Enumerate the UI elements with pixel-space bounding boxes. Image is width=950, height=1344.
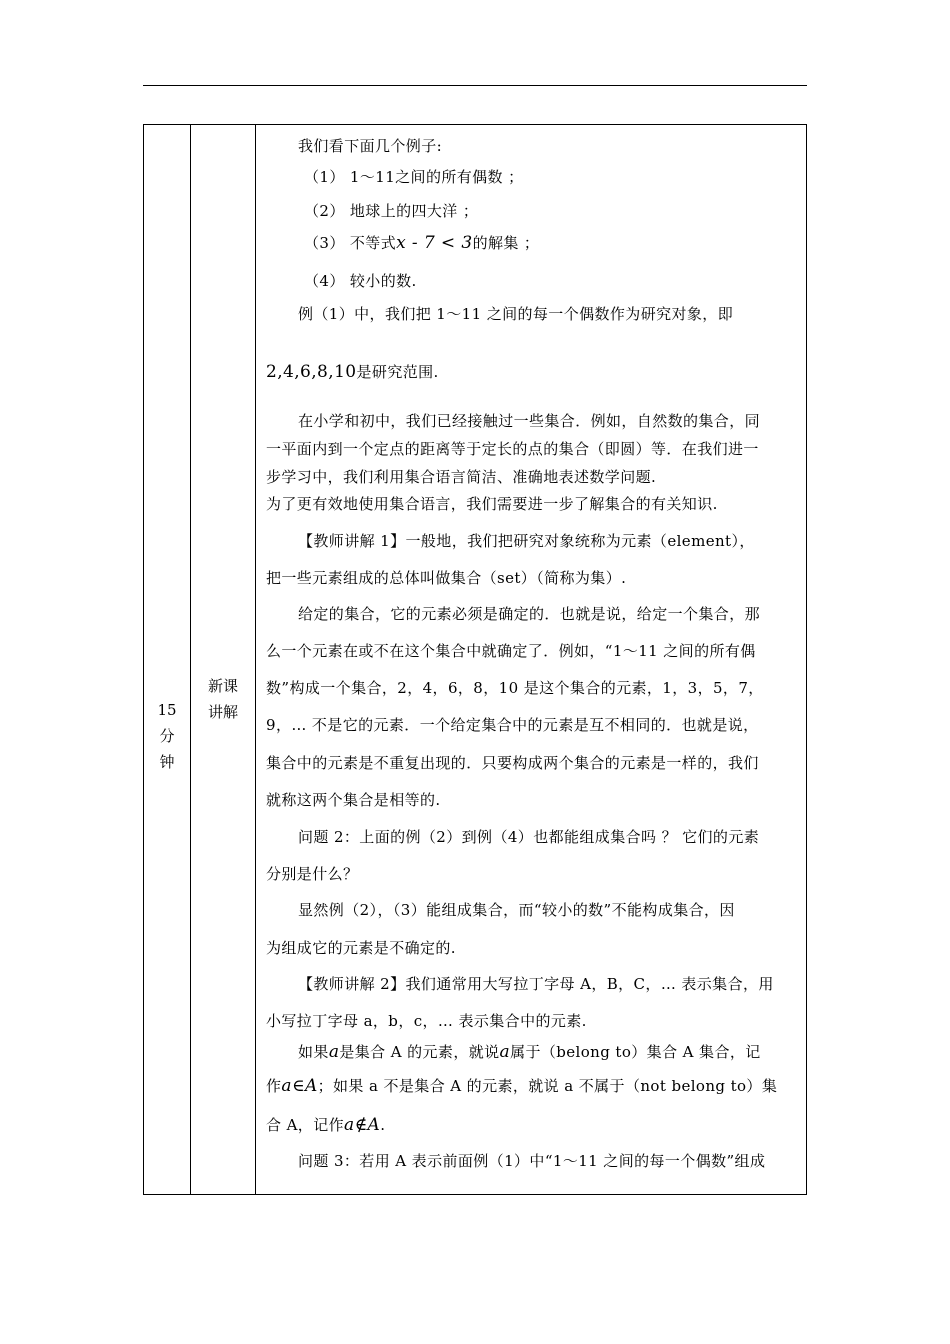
time-value: 15 <box>157 701 177 719</box>
paragraph-line: 小写拉丁字母 a，b，c，… 表示集合中的元素. <box>266 1012 587 1030</box>
paragraph-text: 作 <box>266 1077 282 1095</box>
paragraph-line <box>266 361 439 382</box>
element-symbol: a <box>281 1076 292 1096</box>
paragraph-line: 么一个元素在或不在这个集合中就确定了．例如，“1～11 之间的所有偶 <box>266 642 756 660</box>
element-symbol: a <box>499 1042 511 1062</box>
teacher-note-2: 【教师讲解 2】我们通常用大写拉丁字母 A，B，C，… 表示集合，用 <box>298 975 774 993</box>
paragraph-line: 分别是什么？ <box>266 865 359 883</box>
element-symbol: a <box>344 1115 355 1135</box>
paragraph-line: 数”构成一个集合，2，4，6，8，10 是这个集合的元素，1，3，5，7， <box>266 679 764 697</box>
belongs-to-symbol: ∈ <box>291 1076 305 1096</box>
paragraph-text: ；如果 a 不是集合 A 的元素，就说 a 不属于（not belong to）集 <box>317 1077 778 1095</box>
paragraph-line: 步学习中，我们利用集合语言简洁、准确地表述数学问题. <box>266 468 657 486</box>
intro-line: 我们看下面几个例子: <box>298 137 443 155</box>
paragraph-text: . <box>380 1116 386 1134</box>
example-3-text: 的解集 ； <box>472 234 540 252</box>
paragraph-text: 是研究范围. <box>356 363 439 381</box>
time-unit: 钟 <box>159 753 175 771</box>
paragraph-line <box>266 1114 385 1135</box>
example-3-text: （3） 不等式 <box>304 234 397 252</box>
paragraph-line: 在小学和初中，我们已经接触过一些集合．例如，自然数的集合，同 <box>298 412 761 430</box>
time-unit: 分 <box>159 727 175 745</box>
paragraph-line: 给定的集合，它的元素必须是确定的．也就是说，给定一个集合，那 <box>298 605 761 623</box>
example-4: （4） 较小的数. <box>304 272 417 290</box>
stage-label: 新课 <box>207 677 238 695</box>
header-rule <box>143 85 807 86</box>
paragraph-text: 如果 <box>298 1043 329 1061</box>
lesson-table <box>143 124 807 1195</box>
paragraph-line: 一平面内到一个定点的距离等于定长的点的集合（即圆）等．在我们进一 <box>266 440 759 458</box>
paragraph-line: 把一些元素组成的总体叫做集合（set）（简称为集）. <box>266 569 627 587</box>
answer-2: 显然例（2），（3）能组成集合，而“较小的数”不能构成集合，因 <box>298 901 735 919</box>
set-symbol: A <box>304 1076 318 1096</box>
paragraph-line: 为组成它的元素是不确定的. <box>266 939 456 957</box>
not-belongs-symbol: ∉ <box>354 1115 368 1135</box>
example-1: （1） 1～11之间的所有偶数 ； <box>304 168 524 186</box>
paragraph-line <box>298 1041 761 1062</box>
example-2: （2） 地球上的四大洋 ； <box>304 202 479 220</box>
paragraph-line: 例（1）中，我们把 1～11 之间的每一个偶数作为研究对象，即 <box>298 305 734 323</box>
paragraph-line: 为了更有效地使用集合语言，我们需要进一步了解集合的有关知识. <box>266 495 718 513</box>
paragraph-text: 是集合 A 的元素，就说 <box>339 1043 500 1061</box>
question-2: 问题 2：上面的例（2）到例（4）也都能组成集合吗 ？ 它们的元素 <box>298 828 760 846</box>
set-symbol: A <box>367 1115 381 1135</box>
paragraph-text: 属于（belong to）集合 A 集合，记 <box>510 1043 761 1061</box>
paragraph-line: 就称这两个集合是相等的. <box>266 791 441 809</box>
paragraph-text: 合 A，记作 <box>266 1116 345 1134</box>
even-numbers-math: 2,4,6,8,10 <box>266 362 357 382</box>
paragraph-line <box>266 1075 777 1096</box>
column-divider <box>255 125 256 1194</box>
paragraph-line: 集合中的元素是不重复出现的．只要构成两个集合的元素是一样的，我们 <box>266 754 759 772</box>
question-3: 问题 3：若用 A 表示前面例（1）中“1～11 之间的每一个偶数”组成 <box>298 1152 766 1170</box>
column-divider <box>190 125 191 1194</box>
paragraph-line: 9，… 不是它的元素．一个给定集合中的元素是互不相同的．也就是说， <box>266 716 759 734</box>
example-3 <box>304 232 539 253</box>
stage-cell <box>191 673 255 725</box>
inequality-math: x - 7 < 3 <box>396 233 473 253</box>
time-cell <box>144 697 190 775</box>
element-symbol: a <box>328 1042 340 1062</box>
stage-label: 讲解 <box>207 703 238 721</box>
teacher-note-1: 【教师讲解 1】一般地，我们把研究对象统称为元素（element）， <box>298 532 755 550</box>
